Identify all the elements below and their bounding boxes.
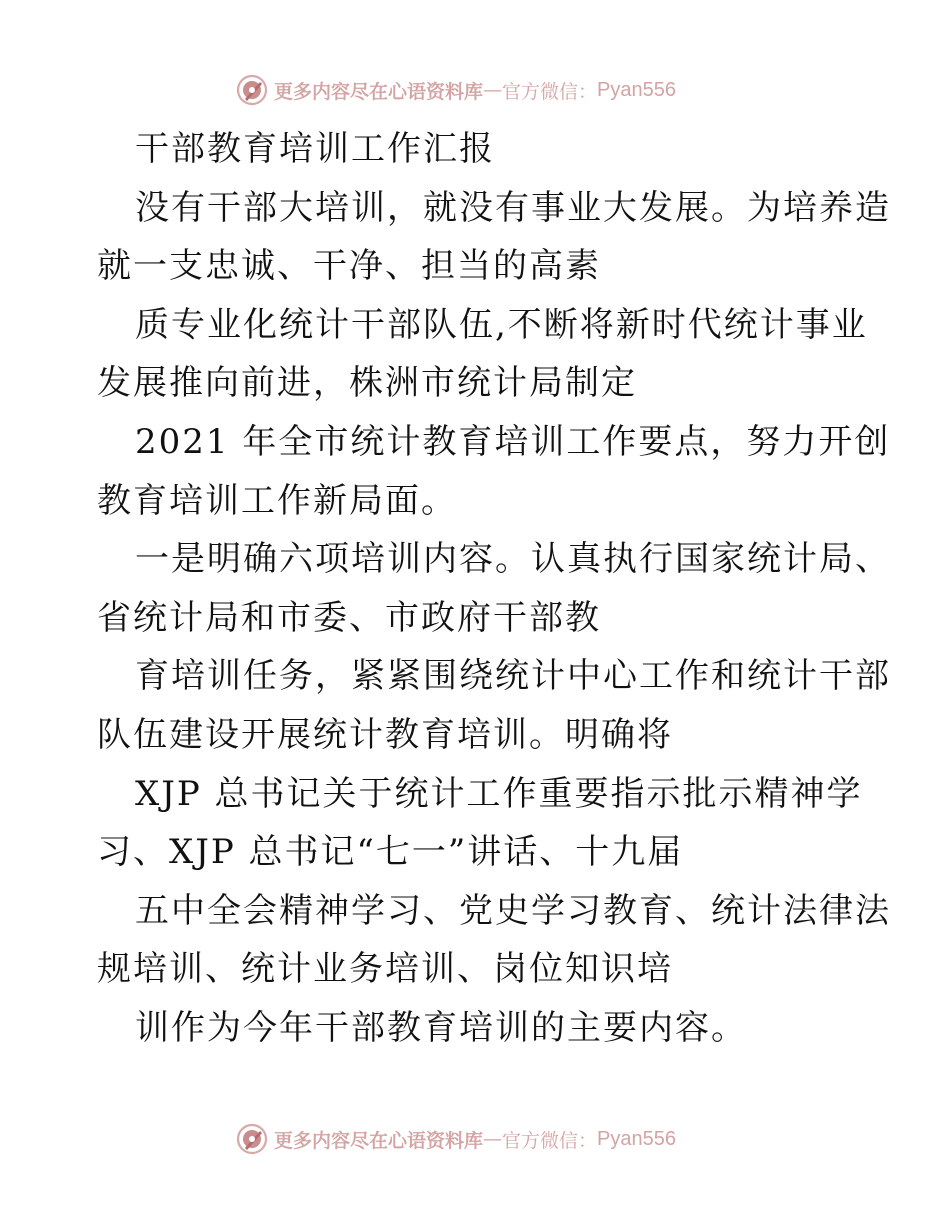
document-title: 干部教育培训工作汇报: [135, 129, 495, 169]
watermark-wechat-label: 官方微信：: [502, 1129, 598, 1152]
watermark-main-text: 更多内容尽在心语资料库: [274, 80, 484, 103]
paragraph-line: XJP 总书记关于统计工作重要指示批示精神学: [135, 773, 863, 814]
document-body: [97, 120, 897, 1058]
watermark-dash: —: [483, 1128, 503, 1150]
paragraph-line: 没有干部大培训，就没有事业大发展。为培养造: [135, 187, 891, 228]
paragraph-line: 质专业化统计干部队伍,不断将新时代统计事业: [135, 304, 868, 345]
paragraph-line: 省统计局和市委、市政府干部教: [97, 597, 601, 638]
paragraph-line: 队伍建设开展统计教育培训。明确将: [97, 714, 673, 755]
paragraph-line: 习、XJP 总书记“七一”讲话、十九届: [97, 832, 684, 873]
watermark-header: [236, 73, 716, 107]
watermark-main-text: 更多内容尽在心语资料库: [274, 1129, 484, 1152]
quill-seal-icon: [236, 1123, 268, 1155]
watermark-dash: —: [483, 79, 503, 101]
paragraph-line: 教育培训工作新局面。: [97, 480, 457, 521]
watermark-wechat-id: Pyan556: [597, 1127, 676, 1150]
watermark-wechat-label: 官方微信：: [502, 80, 598, 103]
watermark-footer: [236, 1122, 716, 1156]
paragraph-line: 一是明确六项培训内容。认真执行国家统计局、: [135, 539, 891, 580]
paragraph-line: 就一支忠诚、干净、担当的高素: [97, 246, 601, 287]
paragraph-line: 育培训任务，紧紧围绕统计中心工作和统计干部: [135, 656, 891, 697]
paragraph-line: 训作为今年干部教育培训的主要内容。: [135, 1007, 747, 1048]
paragraph-line: 五中全会精神学习、党史学习教育、统计法律法: [135, 890, 891, 931]
paragraph-line: 发展推向前进，株洲市统计局制定: [97, 363, 637, 404]
quill-seal-icon: [236, 74, 268, 106]
paragraph-line: 2021 年全市统计教育培训工作要点，努力开创: [135, 421, 891, 462]
paragraph-line: 规培训、统计业务培训、岗位知识培: [97, 949, 673, 990]
watermark-wechat-id: Pyan556: [597, 78, 676, 101]
